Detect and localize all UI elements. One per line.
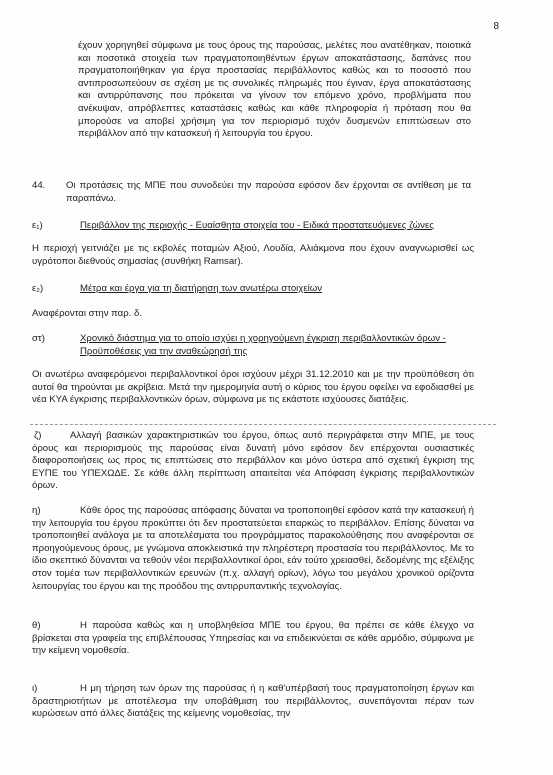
section-st-text: Οι ανωτέρω αναφερόμενοι περιβαλλοντικοί όροι ισχύουν μέχρι 31.12.2010 και με την προϋπόθεση ότι αυτοί θα τηρούνται με ακρίβεια. Μετά την ημερομηνία αυτή ο κύριος του έργου οφείλει να εφοδιασθεί με νέα ΚΥΑ έγκρισης περιβαλλοντικών όρων, σύμφωνα με τις εκάστοτε ισχύουσες διατάξεις. xyxy=(32,369,474,406)
section-z-text: Αλλαγή βασικών χαρακτηριστικών του έργου, όπως αυτό περιγράφεται στην ΜΠΕ, με τους όρους και περιορισμούς της παρούσας είναι δυνατή μόνο εφόσον δεν επέρχονται ουσιαστικές διαφοροποιήσεις ως προς τις επιπτώσεις στο περιβάλλον και μόνο ύστερα από σχετική έγκριση της ΕΥΠΕ του ΥΠΕΧΩΔΕ. Σε κάθε άλλη περίπτωση απαιτείται νέα Απόφαση έγκρισης περιβαλλοντικών όρων. xyxy=(32,430,474,492)
section-e1-text: Η περιοχή γειτνιάζει με τις εκβολές ποταμών Αξιού, Λουδία, Αλιάκμονα που έχουν αναγνωρισθεί ως υγρότοποι διεθνούς σημασίας (συνθήκη Ramsar). xyxy=(32,243,474,267)
intro-paragraph: έχουν χορηγηθεί σύμφωνα με τους όρους της παρούσας, μελέτες που ανατέθηκαν, ποιοτικά και ποσοτικά στοιχεία των πραγματοποιηθέντων έργων αποκατάστασης, δαπάνες που πραγματοποιήθηκαν για έργα προστασίας περιβάλλοντος καθώς και το ποσοστό που αντιπροσωπεύουν σε σχέση με τις συνολικές πληρωμές που έγιναν, έργα αποκατάστασης και αντιρρύπανσης που πρόκειται να γίνουν τον επόμενο χρόνο, προβλήματα που ανέκυψαν, απρόβλεπτες καταστάσεις καθώς και κάθε πληροφορία ή πρόταση που θα μπορούσε να αποβεί χρήσιμη για τον περιορισμό τυχόν δυσμενών επιπτώσεων στο περιβάλλον από την κατασκευή ή λειτουργία του έργου. xyxy=(78,40,471,140)
section-e2-label: ε₂) xyxy=(32,283,44,294)
section-st-heading: Χρονικό διάστημα για το οποίο ισχύει η χορηγούμενη έγκριση περιβαλλοντικών όρων - Προϋποθέσεις για την αναθεώρησή της xyxy=(80,333,446,357)
page-number: 8 xyxy=(493,21,499,32)
section-e2-heading: Μέτρα και έργα για τη διατήρηση των ανωτέρω στοιχείων xyxy=(80,283,323,294)
section-theta-text: Η παρούσα καθώς και η υποβληθείσα ΜΠΕ του έργου, θα πρέπει σε κάθε έλεγχο να βρίσκεται στα γραφεία της επιβλέπουσας Υπηρεσίας και να επιδεικνύεται σε κάθε αρμόδιο, σύμφωνα με την κείμενη νομοθεσία. xyxy=(32,620,474,657)
section-eta-label: η) xyxy=(32,505,41,516)
item-44-text: Οι προτάσεις της ΜΠΕ που συνοδεύει την παρούσα εφόσον δεν έρχονται σε αντίθεση με τα παραπάνω. xyxy=(66,180,471,204)
section-e2-text: Αναφέρονται στην παρ. δ. xyxy=(32,308,142,319)
section-iota-label: ι) xyxy=(32,683,38,694)
section-theta-label: θ) xyxy=(32,620,41,631)
section-iota-text: Η μη τήρηση των όρων της παρούσας ή η καθ'υπέρβασή τους πραγματοποίηση έργων και δραστηριοτήτων με αποτέλεσμα την υποβάθμιση του περιβάλλοντος, συνεπάγονται πέραν των κυρώσεων από άλλες διατάξεις της κείμενης νομοθεσίας, την xyxy=(32,683,474,720)
section-e1-label: ε₁) xyxy=(32,220,43,231)
dashed-divider xyxy=(30,424,496,425)
section-e1-heading: Περιβάλλον της περιοχής - Ευαίσθητα στοιχεία του - Ειδικά προστατευόμενες ζώνες xyxy=(80,220,434,231)
section-z-label: ζ) xyxy=(34,430,42,441)
item-44-number: 44. xyxy=(32,180,46,191)
section-eta-text: Κάθε όρος της παρούσας απόφασης δύναται να τροποποιηθεί εφόσον κατά την κατασκευή ή την λειτουργία του έργου προκύπτει ότι δεν προστατεύεται επαρκώς το περιβάλλον. Επίσης δύναται να τροποποιηθεί ανάλογα με τα αποτελέσματα του προγράμματος παρακολούθησης που αναφέρονται σε προηγούμενους όρους, με γνώμονα αποκλειστικά την πληρέστερη προστασία του περιβάλλοντος. Με το ίδιο σκεπτικό δύνανται να τεθούν νέοι περιβαλλοντικοί όροι, εάν τούτο χρειασθεί, δεδομένης της εξέλιξης στον τομέα των περιβαλλοντικών ερευνών (π.χ. αλλαγή ορίων), λόγω του μεγάλου χρονικού ορίζοντα λειτουργίας του έργου και της προόδου της αντιρρυπαντικής τεχνολογίας. xyxy=(32,505,474,592)
section-st-label: στ) xyxy=(32,333,45,344)
